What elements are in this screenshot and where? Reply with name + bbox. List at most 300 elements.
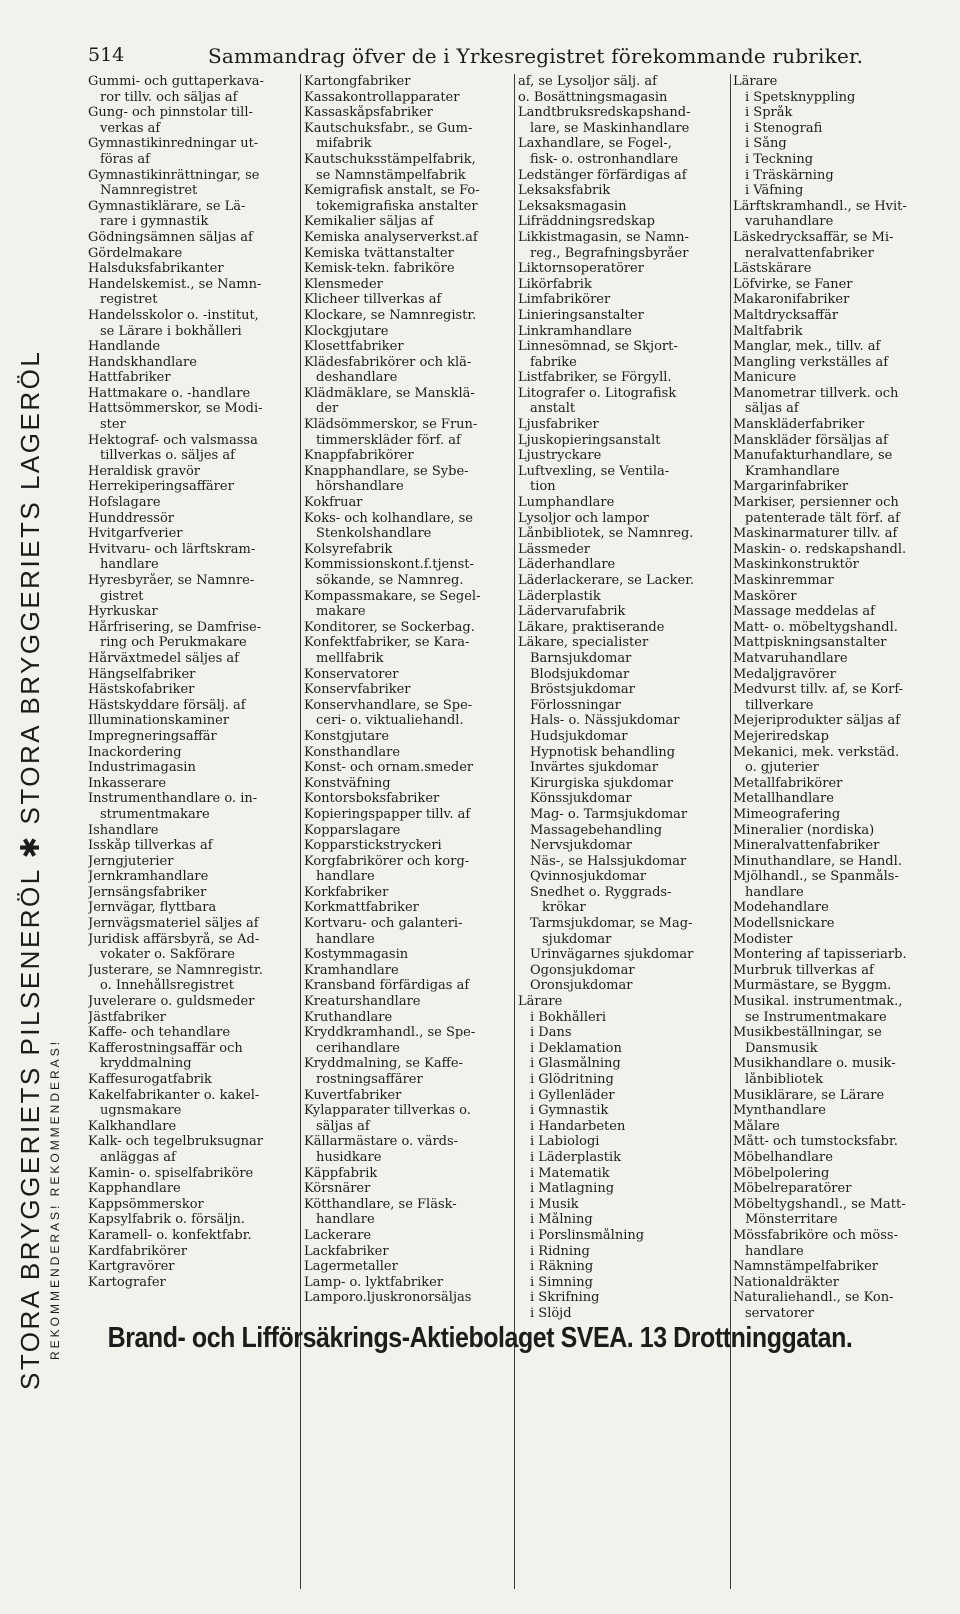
- index-entry: i Glasmålning: [530, 1056, 621, 1072]
- index-entry: föras af: [100, 151, 150, 167]
- index-entry: Lässmeder: [518, 541, 590, 557]
- index-entry: se Lärare i bokhålleri: [100, 323, 242, 339]
- index-entry: Mattpiskningsanstalter: [733, 635, 887, 651]
- index-entry: Stenkolshandlare: [316, 526, 432, 542]
- index-entry: Invärtes sjukdomar: [530, 760, 658, 776]
- index-entry: Kartgravörer: [88, 1259, 175, 1275]
- index-entry: Jernvägar, flyttbara: [88, 900, 217, 916]
- index-entry: i Slöjd: [530, 1305, 572, 1321]
- index-entry: Nationaldräkter: [733, 1274, 839, 1290]
- index-entry: verkas af: [100, 120, 161, 136]
- index-entry: Linkramhandlare: [518, 323, 632, 339]
- index-entry: i Läderplastik: [530, 1149, 622, 1165]
- index-entry: fabrike: [530, 354, 577, 370]
- index-entry: Halsduksfabrikanter: [88, 261, 224, 277]
- index-entry: Mejeriredskap: [733, 728, 829, 744]
- index-entry: Manskläder försäljas af: [733, 432, 888, 448]
- index-entry: sjukdomar: [542, 931, 612, 947]
- index-entry: Klockare, se Namnregistr.: [304, 307, 477, 323]
- index-entry: i Porslinsmålning: [530, 1227, 645, 1243]
- index-entry: Läskedrycksaffär, se Mi-: [733, 229, 894, 245]
- index-entry: Jernvägsmateriel säljes af: [88, 916, 259, 932]
- index-entry: Körsnärer: [304, 1181, 371, 1197]
- index-entry: Manometrar tillverk. och: [733, 385, 899, 401]
- index-entry: Hvitvaru- och lärftskram-: [88, 541, 256, 557]
- index-entry: gistret: [100, 588, 144, 604]
- index-entry: Laxhandlare, se Fogel-,: [518, 136, 672, 152]
- index-entry: handlare: [745, 1243, 804, 1259]
- index-entry: Kemisk-tekn. fabriköre: [304, 261, 455, 277]
- index-entry: Nervsjukdomar: [530, 838, 633, 854]
- sidebar-recommendation: REKOMMENDERAS! REKOMMENDERAS!: [48, 1038, 62, 1360]
- index-entry: Urinvägarnes sjukdomar: [530, 947, 694, 963]
- page-header: [88, 44, 928, 74]
- index-entry: Konditorer, se Sockerbag.: [304, 619, 475, 635]
- index-entry: Musiklärare, se Lärare: [733, 1087, 885, 1103]
- index-entry: Kopparslagare: [304, 822, 401, 838]
- index-entry: i Dans: [530, 1025, 572, 1041]
- index-entry: Kortvaru- och galanteri-: [304, 916, 463, 932]
- index-entry: Likörfabrik: [518, 276, 592, 292]
- index-entry: Klosettfabriker: [304, 339, 404, 355]
- index-entry: Linieringsanstalter: [518, 307, 644, 323]
- index-entry: Maskinarmaturer tillv. af: [733, 526, 898, 542]
- index-entry: Barnsjukdomar: [530, 650, 632, 666]
- index-entry: af, se Lysoljor sälj. af: [518, 74, 657, 89]
- index-entry: fisk- o. ostronhandlare: [530, 151, 679, 167]
- index-entry: Murbruk tillverkas af: [733, 962, 874, 978]
- index-entry: i Stenografi: [745, 120, 823, 136]
- index-entry: Mönsterritare: [745, 1212, 838, 1228]
- index-entry: Isskåp tillverkas af: [88, 838, 213, 854]
- index-entry: Käppfabrik: [304, 1165, 378, 1181]
- index-entry: Korkfabriker: [304, 884, 389, 900]
- index-entry: Kemiska tvättanstalter: [304, 245, 454, 261]
- index-entry: Kransband förfärdigas af: [304, 978, 470, 994]
- index-entry: Läkare, praktiserande: [518, 619, 665, 635]
- index-entry: Lamporo.ljuskronorsäljas: [304, 1290, 472, 1306]
- index-entry: Dansmusik: [745, 1040, 818, 1056]
- index-entry: Maltfabrik: [733, 323, 803, 339]
- index-entry: Hängselfabriker: [88, 666, 196, 682]
- index-entry: i Räkning: [530, 1259, 594, 1275]
- index-entry: Litografer o. Litografisk: [518, 385, 677, 401]
- index-entry: Matt- o. möbeltygshandl.: [733, 619, 898, 635]
- index-entry: o. Bosättningsmagasin: [518, 89, 668, 105]
- index-entry: Konstväfning: [304, 775, 391, 791]
- index-entry: Maskinremmar: [733, 573, 834, 588]
- index-entry: Kreaturshandlare: [304, 994, 421, 1010]
- index-entry: Hals- o. Nässjukdomar: [530, 713, 680, 729]
- index-column-1: [88, 74, 300, 1290]
- index-entry: Minuthandlare, se Handl.: [733, 853, 902, 869]
- index-entry: Hvitgarfverier: [88, 526, 183, 542]
- index-entry: krökar: [542, 900, 586, 916]
- index-entry: strumentmakare: [100, 806, 210, 822]
- index-entry: Luftvexling, se Ventila-: [518, 463, 670, 479]
- index-entry: Klädesfabrikörer och klä-: [304, 354, 472, 370]
- index-entry: Möbelpolering: [733, 1165, 830, 1181]
- index-entry: se Instrumentmakare: [745, 1009, 887, 1025]
- index-entry: Ögonsjukdomar: [530, 962, 635, 978]
- index-entry: Hypnotisk behandling: [530, 744, 676, 760]
- index-entry: Korgfabrikörer och korg-: [304, 853, 470, 869]
- index-entry: Hyresbyråer, se Namnre-: [88, 573, 255, 588]
- index-entry: Hattfabriker: [88, 370, 171, 386]
- index-entry: Snedhet o. Ryggrads-: [530, 884, 672, 900]
- index-entry: Medvurst tillv. af, se Korf-: [733, 682, 904, 698]
- index-entry: Löfvirke, se Faner: [733, 276, 853, 292]
- index-entry: Kartongfabriker: [304, 74, 411, 89]
- index-entry: Qvinnosjukdomar: [530, 869, 647, 885]
- index-entry: rostningsaffärer: [316, 1072, 423, 1087]
- index-entry: Gödningsämnen säljas af: [88, 229, 253, 245]
- index-entry: Modellsnickare: [733, 916, 835, 932]
- index-entry: Kokfruar: [304, 495, 363, 511]
- index-entry: Kautschuksfabr., se Gum-: [304, 120, 473, 136]
- index-entry: Bröstsjukdomar: [530, 682, 635, 698]
- index-entry: Gymnastiklärare, se Lä-: [88, 198, 246, 214]
- index-entry: Källarmästare o. värds-: [304, 1134, 459, 1150]
- index-entry: Inkasserare: [88, 775, 167, 791]
- index-entry: Manicure: [733, 370, 797, 386]
- index-entry: Namnregistret: [100, 183, 198, 199]
- index-entry: Lärare: [733, 74, 778, 89]
- index-entry: i Handarbeten: [530, 1118, 626, 1134]
- index-entry: Blodsjukdomar: [530, 666, 630, 682]
- index-entry: Kommissionskont.f.tjenst-: [304, 557, 474, 573]
- index-column-4: [733, 74, 941, 1322]
- index-entry: Kontorsboksfabriker: [304, 791, 440, 807]
- index-entry: Gördelmakare: [88, 245, 183, 261]
- index-entry: Gung- och pinnstolar till-: [88, 105, 253, 121]
- index-entry: Gymnastikinrättningar, se: [88, 167, 260, 183]
- index-entry: Karamell- o. konfektfabr.: [88, 1227, 252, 1243]
- index-entry: Klädsömmerskor, se Frun-: [304, 417, 478, 433]
- index-entry: Kemigrafisk anstalt, se Fo-: [304, 183, 480, 199]
- index-entry: i Labiologi: [530, 1134, 600, 1150]
- index-entry: Konfektfabriker, se Kara-: [304, 635, 470, 651]
- index-entry: Matvaruhandlare: [733, 650, 848, 666]
- index-entry: Industrimagasin: [88, 760, 196, 776]
- index-entry: Mangling verkställes af: [733, 354, 889, 370]
- sidebar-slogan: STORA BRYGGERIETS PILSENERÖL ✱ STORA BRYGGERIETS LAGERÖL: [15, 349, 45, 1390]
- index-entry: Murmästare, se Byggm.: [733, 978, 892, 994]
- index-entry: Kappsömmerskor: [88, 1196, 204, 1212]
- index-entry: Kaffe- och tehandlare: [88, 1025, 231, 1041]
- index-entry: Hårfrisering, se Damfrise-: [88, 619, 262, 635]
- index-entry: Korkmattfabriker: [304, 900, 419, 916]
- index-entry: Musikhandlare o. musik-: [733, 1056, 896, 1072]
- index-entry: Kolsyrefabrik: [304, 541, 393, 557]
- index-entry: Kramhandlare: [304, 962, 399, 978]
- index-entry: Maskin- o. redskapshandl.: [733, 541, 907, 557]
- sidebar-advertisement: [14, 240, 74, 1390]
- index-entry: Kompassmakare, se Segel-: [304, 588, 481, 604]
- index-entry: Läderlackerare, se Lacker.: [518, 573, 695, 588]
- index-entry: Metallfabrikörer: [733, 775, 843, 791]
- index-entry: Jästfabriker: [88, 1009, 166, 1025]
- index-column-3: [518, 74, 730, 1322]
- index-entry: lare, se Maskinhandlare: [530, 120, 690, 136]
- index-entry: reg., Begrafningsbyråer: [530, 245, 689, 261]
- index-entry: Kemikalier säljas af: [304, 214, 434, 230]
- index-entry: Lagermetaller: [304, 1259, 398, 1275]
- index-entry: Metallhandlare: [733, 791, 834, 807]
- index-entry: Modister: [733, 931, 793, 947]
- index-entry: Namnstämpelfabriker: [733, 1259, 879, 1275]
- index-entry: Hårväxtmedel säljes af: [88, 650, 239, 666]
- index-entry: o. gjuterier: [745, 760, 819, 776]
- index-entry: Klädmäklare, se Mansklä-: [304, 385, 475, 401]
- index-entry: Hudsjukdomar: [530, 728, 628, 744]
- index-entry: servatorer: [745, 1305, 814, 1321]
- index-entry: ror tillv. och säljas af: [100, 89, 238, 105]
- index-entry: i Simning: [530, 1274, 593, 1290]
- index-entry: Kassakontrollapparater: [304, 89, 460, 105]
- index-entry: Könssjukdomar: [530, 791, 632, 807]
- index-entry: Ishandlare: [88, 822, 159, 838]
- index-entry: Jernsängsfabriker: [88, 884, 207, 900]
- index-entry: Kamin- o. spiselfabriköre: [88, 1165, 254, 1181]
- index-entry: i Glödritning: [530, 1072, 614, 1087]
- index-entry: Mag- o. Tarmsjukdomar: [530, 806, 688, 822]
- index-entry: säljas af: [745, 401, 799, 417]
- index-entry: Illuminationskaminer: [88, 713, 230, 729]
- index-entry: Kramhandlare: [745, 463, 840, 479]
- index-entry: Ljustryckare: [518, 448, 602, 464]
- index-entry: handlare: [745, 884, 804, 900]
- index-entry: Medaljgravörer: [733, 666, 836, 682]
- sidebar-text: [14, 240, 74, 1390]
- index-entry: i Matlagning: [530, 1181, 615, 1197]
- index-entry: tokemigrafiska anstalter: [316, 198, 478, 214]
- index-entry: Hofslagare: [88, 495, 161, 511]
- index-entry: Mjölhandl., se Spanmåls-: [733, 869, 899, 885]
- index-entry: cerihandlare: [316, 1040, 400, 1056]
- index-entry: anstalt: [530, 401, 576, 417]
- index-entry: Hyrkuskar: [88, 604, 158, 620]
- index-entry: Kalk- och tegelbruksugnar: [88, 1134, 263, 1150]
- index-entry: Impregneringsaffär: [88, 728, 217, 744]
- index-entry: der: [316, 401, 339, 417]
- index-entry: Kardfabrikörer: [88, 1243, 188, 1259]
- index-entry: Hattmakare o. -handlare: [88, 385, 251, 401]
- index-entry: handlare: [316, 931, 375, 947]
- index-entry: Läderplastik: [518, 588, 601, 604]
- index-entry: Lästskärare: [733, 261, 812, 277]
- index-entry: o. Innehållsregistret: [100, 978, 234, 994]
- index-entry: varuhandlare: [745, 214, 834, 230]
- index-entry: Instrumenthandlare o. in-: [88, 791, 258, 807]
- index-entry: Linnesömnad, se Skjort-: [518, 339, 678, 355]
- index-entry: Gummi- och guttaperkava-: [88, 74, 264, 89]
- index-entry: Lackfabriker: [304, 1243, 389, 1259]
- index-entry: Kirurgiska sjukdomar: [530, 775, 673, 791]
- index-entry: neralvattenfabriker: [745, 245, 874, 261]
- index-entry: Möbelreparatörer: [733, 1181, 852, 1197]
- index-entry: Mejeriprodukter säljas af: [733, 713, 901, 729]
- index-entry: Handelskemist., se Namn-: [88, 276, 262, 292]
- index-entry: Maskörer: [733, 588, 797, 604]
- index-entry: Näs-, se Halssjukdomar: [530, 853, 687, 869]
- index-entry: Massage meddelas af: [733, 604, 875, 620]
- index-entry: ugnsmakare: [100, 1103, 182, 1119]
- index-entry: Lysoljor och lampor: [518, 510, 649, 526]
- index-entry: Läkare, specialister: [518, 635, 649, 651]
- index-entry: Konservfabriker: [304, 682, 411, 698]
- index-entry: Förlossningar: [530, 697, 621, 713]
- index-entry: Kuvertfabriker: [304, 1087, 402, 1103]
- index-entry: mifabrik: [316, 136, 372, 152]
- index-entry: ceri- o. viktualiehandl.: [316, 713, 464, 729]
- index-entry: Lånbibliotek, se Namnreg.: [518, 526, 694, 542]
- index-entry: i Deklamation: [530, 1040, 622, 1056]
- index-entry: Koks- och kolhandlare, se: [304, 510, 473, 526]
- index-entry: Mynthandlare: [733, 1103, 826, 1119]
- index-entry: tillverkas o. säljes af: [100, 448, 235, 464]
- index-entry: Landtbruksredskapshand-: [518, 105, 691, 121]
- index-entry: sökande, se Namnreg.: [316, 573, 464, 588]
- index-entry: Juridisk affärsbyrå, se Ad-: [88, 931, 260, 947]
- index-entry: Mineralvattenfabriker: [733, 838, 880, 854]
- page-title: Sammandrag öfver de i Yrkesregistret förekommande rubriker.: [208, 44, 864, 68]
- index-entry: Manskläderfabriker: [733, 417, 865, 433]
- index-entry: vokater o. Sakförare: [100, 947, 235, 963]
- index-entry: Kafferostningsaffär och: [88, 1040, 243, 1056]
- index-entry: Likkistmagasin, se Namn-: [518, 229, 689, 245]
- index-entry: Kötthandlare, se Fläsk-: [304, 1196, 457, 1212]
- index-entry: registret: [100, 292, 158, 308]
- index-entry: Leksaksmagasin: [518, 198, 627, 214]
- index-entry: Handlande: [88, 339, 161, 355]
- index-entry: Kakelfabrikanter o. kakel-: [88, 1087, 260, 1103]
- index-entry: i Språk: [745, 105, 793, 121]
- index-entry: Kaffesurogatfabrik: [88, 1072, 212, 1087]
- index-entry: ster: [100, 417, 126, 433]
- index-entry: Kostymmagasin: [304, 947, 409, 963]
- index-entry: Läderhandlare: [518, 557, 616, 573]
- index-entry: makare: [316, 604, 366, 620]
- index-entry: patenterade tält förf. af: [745, 510, 900, 526]
- index-entry: timmerskläder förf. af: [316, 432, 461, 448]
- index-entry: Kryddkramhandl., se Spe-: [304, 1025, 476, 1041]
- index-entry: Mössfabriköre och möss-: [733, 1227, 898, 1243]
- index-columns: [88, 74, 938, 1614]
- index-entry: Listfabriker, se Förgyll.: [518, 370, 672, 386]
- index-entry: säljas af: [316, 1118, 370, 1134]
- index-entry: Lärftskramhandl., se Hvit-: [733, 198, 907, 214]
- index-entry: Mimeografering: [733, 806, 841, 822]
- index-entry: Handskhandlare: [88, 354, 197, 370]
- index-entry: anläggas af: [100, 1149, 176, 1165]
- index-entry: Målare: [733, 1118, 780, 1134]
- index-entry: tillverkare: [745, 697, 814, 713]
- index-entry: Hattsömmerskor, se Modi-: [88, 401, 263, 417]
- index-entry: Makaronifabriker: [733, 292, 850, 308]
- index-entry: Lamp- o. lyktfabriker: [304, 1274, 444, 1290]
- index-entry: Kylapparater tillverkas o.: [304, 1103, 471, 1119]
- page-number: 514: [88, 44, 125, 66]
- index-entry: Manglar, mek., tillv. af: [733, 339, 881, 355]
- index-entry: Kryddmalning, se Kaffe-: [304, 1056, 463, 1072]
- index-entry: Möbeltygshandl., se Matt-: [733, 1196, 906, 1212]
- index-entry: Manufakturhandlare, se: [733, 448, 893, 464]
- index-entry: Kartografer: [88, 1274, 166, 1290]
- index-entry: Gymnastikinredningar ut-: [88, 136, 259, 152]
- index-entry: i Gymnastik: [530, 1103, 609, 1119]
- index-entry: Jerngjuterier: [88, 853, 174, 869]
- index-entry: Markiser, persienner och: [733, 495, 899, 511]
- index-entry: i Skrifning: [530, 1290, 600, 1306]
- index-entry: Klensmeder: [304, 276, 383, 292]
- index-entry: Herrekiperingsaffärer: [88, 479, 234, 495]
- index-entry: Kopparstickstryckeri: [304, 838, 442, 854]
- index-entry: Maskinkonstruktör: [733, 557, 859, 573]
- index-entry: i Träskärning: [745, 167, 834, 183]
- index-entry: deshandlare: [316, 370, 398, 386]
- index-entry: Konst- och ornam.smeder: [304, 760, 474, 776]
- index-entry: se Namnstämpelfabrik: [316, 167, 466, 183]
- index-entry: Maltdrycksaffär: [733, 307, 839, 323]
- index-entry: kryddmalning: [100, 1056, 192, 1072]
- index-entry: i Musik: [530, 1196, 579, 1212]
- index-entry: Kruthandlare: [304, 1009, 393, 1025]
- index-entry: handlare: [100, 557, 159, 573]
- index-entry: Liktornsoperatörer: [518, 261, 644, 277]
- index-entry: Jernkramhandlare: [88, 869, 209, 885]
- index-entry: rare i gymnastik: [100, 214, 209, 230]
- index-column-2: [304, 74, 514, 1306]
- index-entry: lånbibliotek: [745, 1072, 824, 1087]
- index-entry: i Bokhålleri: [530, 1009, 607, 1025]
- index-entry: Klockgjutare: [304, 323, 389, 339]
- index-entry: Lädervarufabrik: [518, 604, 626, 620]
- index-entry: Hunddressör: [88, 510, 175, 526]
- index-entry: Naturaliehandl., se Kon-: [733, 1290, 894, 1306]
- index-entry: Kopieringspapper tillv. af: [304, 806, 471, 822]
- index-entry: Kautschuksstämpelfabrik,: [304, 151, 476, 167]
- index-entry: Hästskofabriker: [88, 682, 195, 698]
- index-entry: Lumphandlare: [518, 495, 615, 511]
- index-entry: Mineralier (nordiska): [733, 822, 875, 838]
- index-entry: Ledstänger förfärdigas af: [518, 167, 687, 183]
- index-entry: Lärare: [518, 994, 563, 1010]
- index-entry: i Målning: [530, 1212, 593, 1228]
- index-entry: husidkare: [316, 1149, 382, 1165]
- index-entry: Kapphandlare: [88, 1181, 181, 1197]
- index-entry: Hästskyddare försälj. af: [88, 697, 246, 713]
- index-entry: Öronsjukdomar: [530, 978, 633, 994]
- index-entry: handlare: [316, 1212, 375, 1228]
- index-entry: Inackordering: [88, 744, 182, 760]
- index-entry: i Ridning: [530, 1243, 590, 1259]
- index-entry: Mekanici, mek. verkstäd.: [733, 744, 900, 760]
- index-entry: Leksaksfabrik: [518, 183, 611, 199]
- index-entry: Mått- och tumstocksfabr.: [733, 1134, 898, 1150]
- index-entry: Kalkhandlare: [88, 1118, 177, 1134]
- index-entry: i Gyllenläder: [530, 1087, 615, 1103]
- index-entry: i Sång: [745, 136, 787, 152]
- index-entry: tion: [530, 479, 556, 495]
- index-entry: Juvelerare o. guldsmeder: [88, 994, 255, 1010]
- index-entry: ring och Perukmakare: [100, 635, 247, 651]
- index-entry: Limfabrikörer: [518, 292, 611, 308]
- index-entry: Heraldisk gravör: [88, 463, 200, 479]
- index-entry: Massagebehandling: [530, 822, 663, 838]
- index-entry: Möbelhandlare: [733, 1149, 833, 1165]
- index-entry: mellfabrik: [316, 650, 384, 666]
